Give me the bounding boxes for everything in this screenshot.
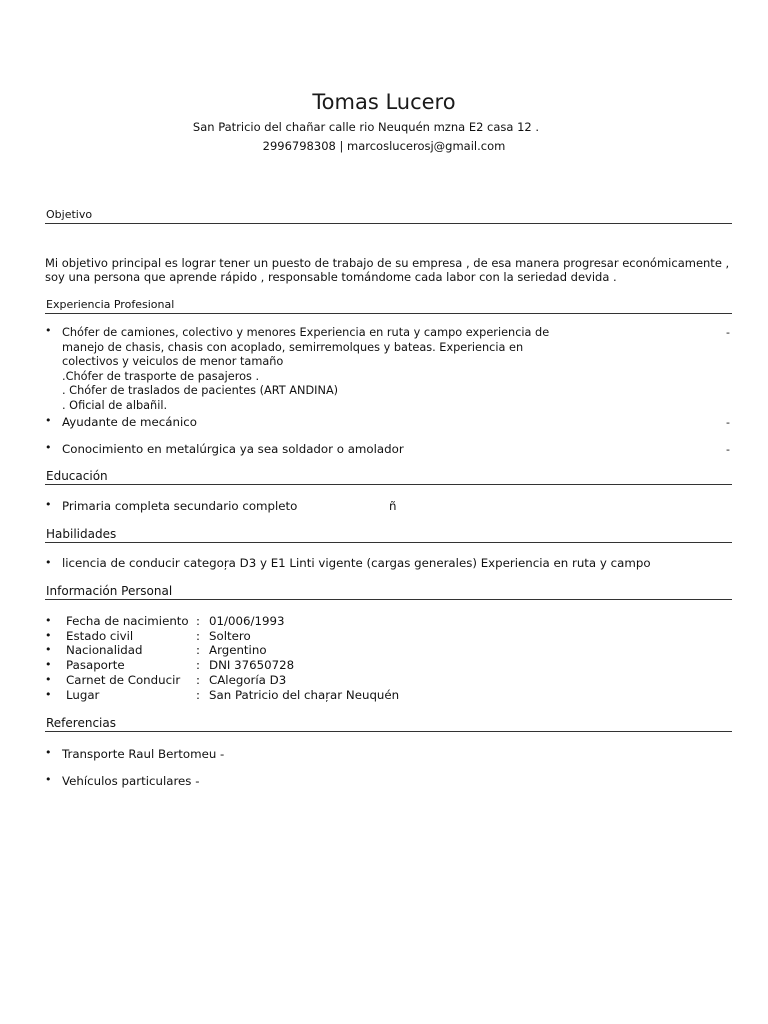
personal-label: Lugar bbox=[66, 688, 100, 702]
experience-item-2: Ayudante de mecánico bbox=[62, 415, 197, 429]
experience-item-1-line: Chófer de camiones, colectivo y menores Experiencia en ruta y campo experiencia de bbox=[62, 326, 550, 339]
personal-colon: : bbox=[196, 673, 200, 687]
experience-item-1-line: manejo de chasis, chasis con acoplado, semirremolques y bateas. Experiencia en bbox=[62, 340, 524, 354]
personal-value: Soltero bbox=[209, 629, 251, 643]
experience-item-1 bbox=[62, 326, 549, 413]
bullet-icon: • bbox=[45, 688, 52, 701]
section-heading-references: Referencias bbox=[46, 716, 116, 730]
bullet-icon: • bbox=[45, 414, 52, 427]
personal-label: Fecha de nacimiento bbox=[66, 614, 189, 628]
dash-marker: - bbox=[726, 416, 730, 429]
address-line: San Patricio del chañar calle rio Neuquén mzna E2 casa 12 . bbox=[192, 120, 540, 134]
experience-item-1-line: colectivos y veiculos de menor tamaño bbox=[62, 355, 284, 368]
personal-label: Estado civil bbox=[66, 629, 134, 643]
bullet-icon: • bbox=[45, 556, 52, 569]
bullet-icon: • bbox=[45, 614, 52, 627]
experience-item-1-line: .Chófer de trasporte de pasajeros . bbox=[62, 369, 260, 383]
experience-item-1-line: . Oficial de albañil. bbox=[62, 398, 168, 412]
personal-colon: : bbox=[196, 688, 200, 702]
personal-colon: : bbox=[196, 658, 200, 672]
divider-skills bbox=[45, 542, 732, 543]
bullet-icon: • bbox=[45, 643, 52, 656]
section-heading-personal: Información Personal bbox=[46, 584, 173, 598]
experience-item-1-line: . Chófer de traslados de pacientes (ART ANDINA) bbox=[62, 384, 339, 397]
bullet-icon: • bbox=[45, 746, 52, 759]
education-item: Primaria completa secundario completo bbox=[62, 499, 298, 513]
section-heading-skills: Habilidades bbox=[46, 527, 117, 541]
reference-item: Transporte Raul Bertomeu - bbox=[62, 747, 225, 761]
experience-item-3: Conocimiento en metalúrgica ya sea soldador o amolador bbox=[62, 442, 404, 456]
education-stray-char: ñ bbox=[389, 499, 397, 513]
divider-education bbox=[45, 484, 732, 485]
divider-personal bbox=[45, 599, 732, 600]
personal-value: DNI 37650728 bbox=[209, 658, 295, 672]
section-heading-experience: Experiencia Profesional bbox=[46, 298, 175, 311]
bullet-icon: • bbox=[45, 673, 52, 686]
personal-label: Pasaporte bbox=[66, 658, 125, 672]
reference-item: Vehículos particulares - bbox=[62, 774, 200, 788]
bullet-icon: • bbox=[45, 658, 52, 671]
resume-name: Tomas Lucero bbox=[312, 90, 456, 114]
section-heading-objective: Objetivo bbox=[46, 208, 93, 221]
bullet-icon: • bbox=[45, 441, 52, 454]
bullet-icon: • bbox=[45, 498, 52, 511]
personal-colon: : bbox=[196, 614, 200, 628]
contact-line: 2996798308 | marcoslucerosj@gmail.com bbox=[262, 139, 506, 153]
objective-line-2: soy una persona que aprende rápido , responsable tomándome cada labor con la seriedad devida . bbox=[45, 270, 617, 284]
divider-objective bbox=[45, 223, 732, 224]
divider-experience bbox=[45, 313, 732, 314]
bullet-icon: • bbox=[45, 773, 52, 786]
dash-marker: - bbox=[726, 443, 730, 456]
personal-value: 01/006/1993 bbox=[209, 614, 285, 628]
personal-value: Argentino bbox=[209, 643, 267, 657]
divider-references bbox=[45, 731, 732, 732]
dash-marker: - bbox=[726, 326, 730, 339]
bullet-icon: • bbox=[45, 629, 52, 642]
personal-colon: : bbox=[196, 643, 200, 657]
bullet-icon: • bbox=[45, 324, 52, 337]
personal-label: Carnet de Conducir bbox=[66, 673, 181, 687]
section-heading-education: Educación bbox=[46, 469, 108, 483]
skills-item: licencia de conducir categoŗa D3 y E1 Linti vigente (cargas generales) Experiencia en ruta y campo bbox=[62, 556, 651, 570]
personal-value: San Patricio del chaŗar Neuquén bbox=[209, 688, 400, 702]
personal-colon: : bbox=[196, 629, 200, 643]
personal-value: CAlegoría D3 bbox=[209, 673, 287, 687]
objective-line-1: Mi objetivo principal es lograr tener un puesto de trabajo de su empresa , de esa manera progresar económicamente , bbox=[45, 256, 730, 270]
personal-label: Nacionalidad bbox=[66, 643, 143, 657]
